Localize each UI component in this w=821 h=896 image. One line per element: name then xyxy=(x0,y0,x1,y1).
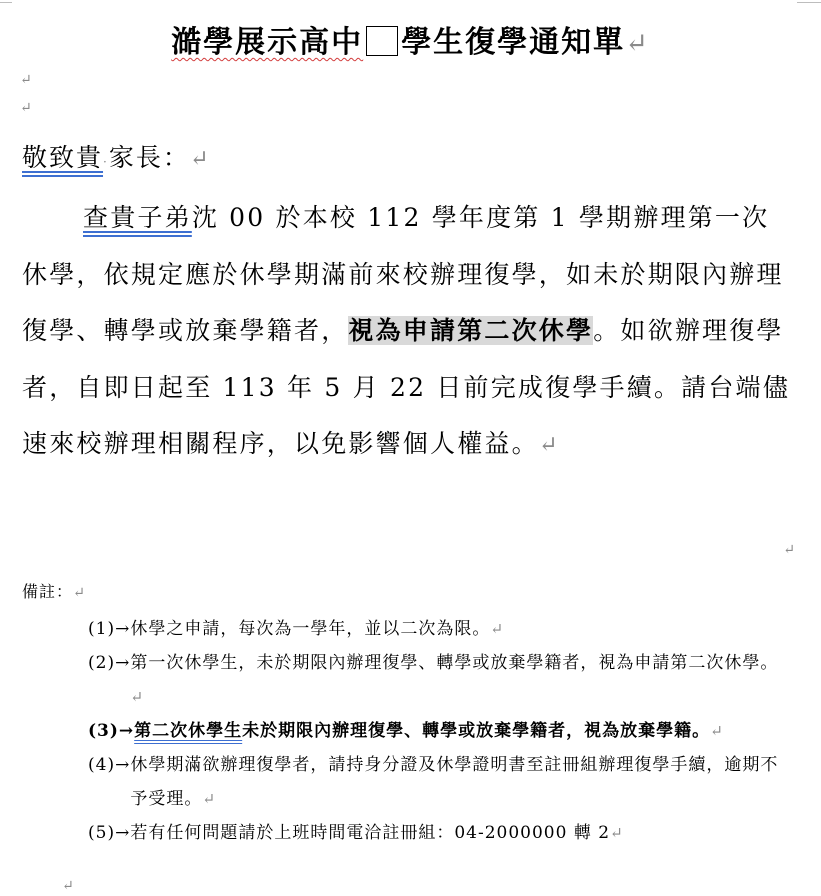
notice-body xyxy=(22,190,792,474)
body-text-before-highlight: 沈 00 於本校 112 學年度第 1 學期辦理第一次休學，依規定應於休學期滿前來校辦理復學，如未於期限內辦理復學、轉學或放棄學籍者， xyxy=(22,203,784,345)
title-school-name: 澔學展示高中 xyxy=(171,25,364,60)
note-item xyxy=(88,612,788,646)
note-item xyxy=(88,646,788,714)
notes-list xyxy=(88,612,788,850)
empty-paragraph: ↵ xyxy=(62,878,74,894)
empty-paragraph: ↵ xyxy=(783,542,795,558)
empty-paragraph: ↵ xyxy=(20,100,32,116)
note-number: (4)→ xyxy=(88,755,131,775)
space-dot: · xyxy=(103,155,109,169)
title-placeholder-box xyxy=(366,26,398,56)
page-corner-mark-top-right xyxy=(797,0,821,3)
salutation-prefix: 敬致貴 xyxy=(22,143,104,172)
note-number: (5)→ xyxy=(88,823,131,843)
notes-label: 備註：↵ xyxy=(22,582,87,601)
note-lead: 第二次休學生 xyxy=(134,721,243,741)
empty-paragraph: ↵ xyxy=(20,72,32,88)
salutation-suffix: 家長： xyxy=(108,143,190,172)
body-highlight: 視為申請第二次休學 xyxy=(348,316,594,345)
salutation xyxy=(22,138,211,182)
note-item xyxy=(88,748,788,816)
body-text-after-highlight: 。如欲辦理復學者，自即日起至 113 年 5 月 22 日前完成復學手續。請台端儘速來校辦理相關程序，以免影響個人權益。 xyxy=(22,316,790,458)
page-corner-mark-top-left xyxy=(0,0,12,3)
document-title xyxy=(0,20,821,67)
note-text: 休學之申請，每次為一學年，並以二次為限。↵ xyxy=(130,619,505,639)
note-text: 休學期滿欲辦理復學者，請持身分證及休學證明書至註冊組辦理復學手續，逾期不予受理。↵ xyxy=(130,755,779,809)
note-text: 第二次休學生未於期限內辦理復學、轉學或放棄學籍者，視為放棄學籍。↵ xyxy=(134,721,724,741)
note-number: (1)→ xyxy=(88,619,131,639)
note-text: 第一次休學生，未於期限內辦理復學、轉學或放棄學籍者，視為申請第二次休學。↵ xyxy=(130,653,779,706)
note-item xyxy=(88,816,788,850)
note-number: (2)→ xyxy=(88,653,131,673)
paragraph-mark: ↵ xyxy=(538,432,560,458)
paragraph-mark: ↵ xyxy=(625,28,650,59)
body-lead: 查貴子弟 xyxy=(83,203,192,232)
note-text: 若有任何問題請於上班時間電洽註冊組：04-2000000 轉 2↵ xyxy=(130,823,624,843)
note-number: (3)→ xyxy=(88,721,135,741)
paragraph-mark: ↵ xyxy=(189,146,211,172)
title-notice-name: 學生復學通知單 xyxy=(401,25,626,60)
note-item xyxy=(88,714,788,748)
